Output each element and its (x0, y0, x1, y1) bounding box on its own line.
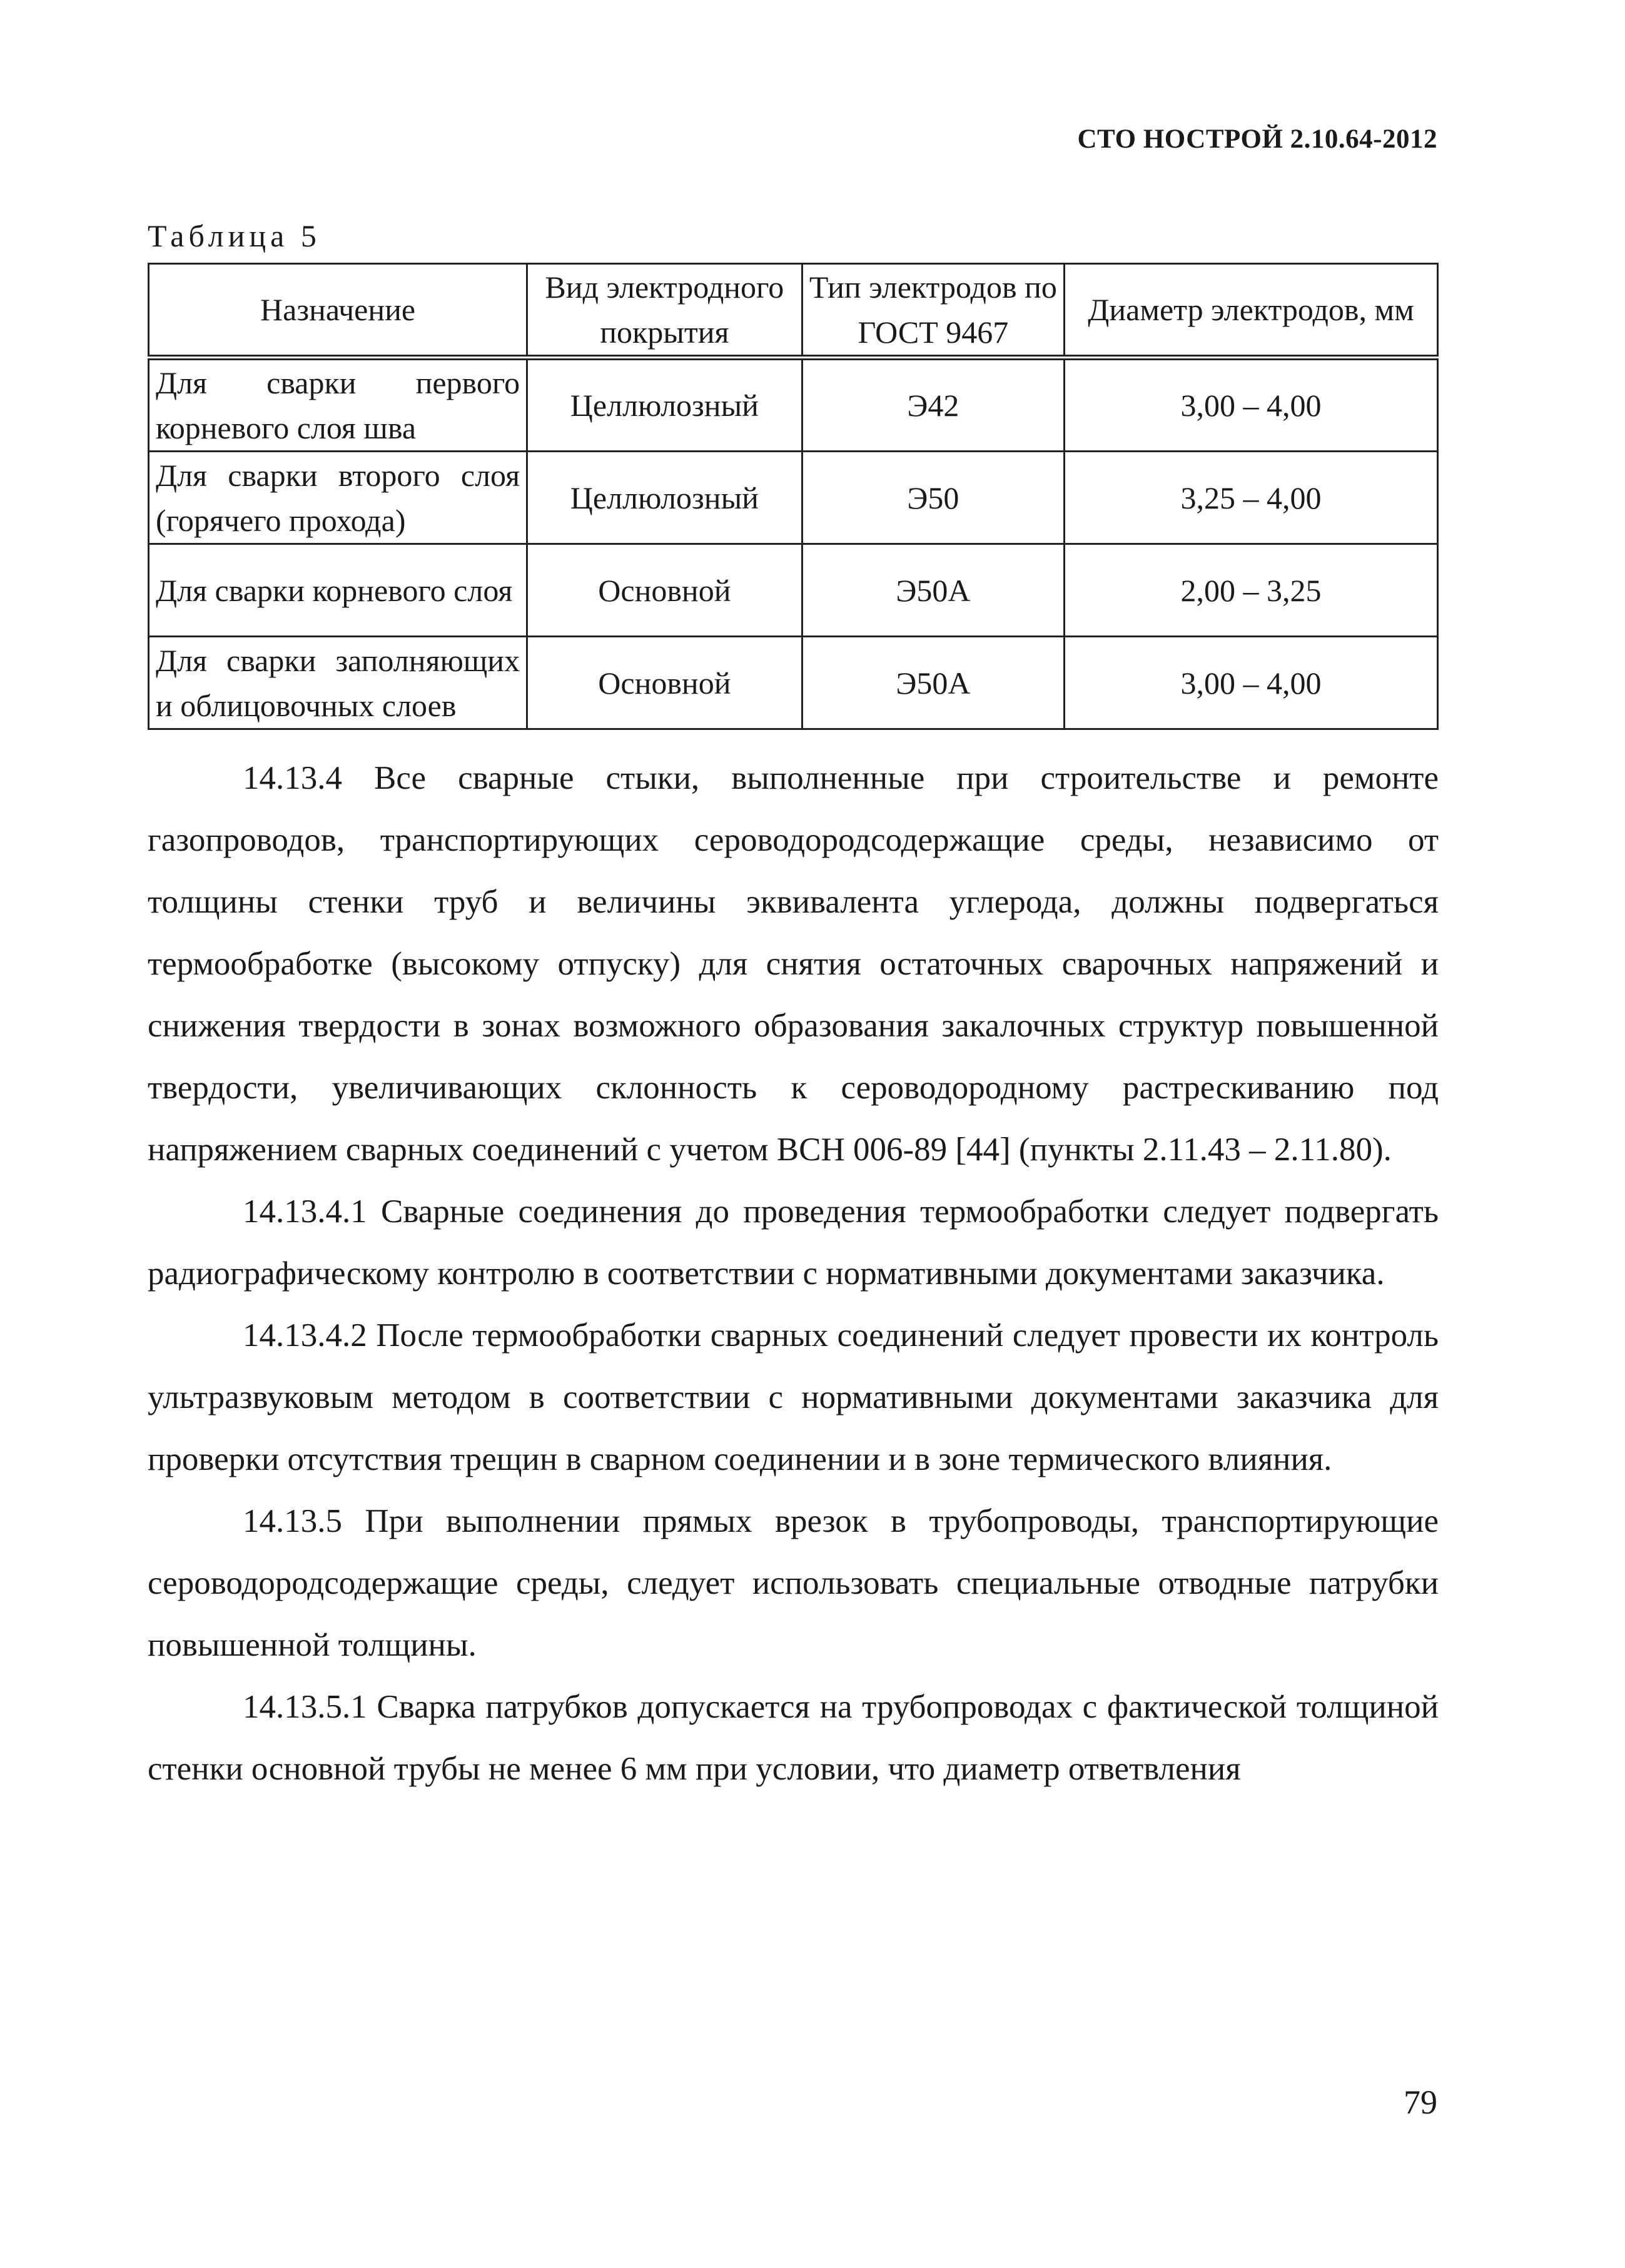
cell-electrode-type: Э50А (802, 544, 1064, 637)
cell-diameter: 3,00 – 4,00 (1065, 637, 1438, 729)
cell-electrode-type: Э50А (802, 637, 1064, 729)
cell-coating: Целлюлозный (527, 358, 802, 452)
header-coating-type: Вид электродного покрытия (527, 264, 802, 358)
cell-diameter: 3,25 – 4,00 (1065, 452, 1438, 544)
header-electrode-type: Тип электродов по ГОСТ 9467 (802, 264, 1064, 358)
body-text (148, 747, 1439, 1800)
table-row (149, 452, 1438, 544)
table-row (149, 544, 1438, 637)
cell-electrode-type: Э50 (802, 452, 1064, 544)
paragraph-14-13-5: 14.13.5 При выполнении прямых врезок в трубопроводы, транспортирующие сероводородсодержащие среды, следует использовать специальные отводные патрубки повышенной толщины. (148, 1503, 1439, 1663)
cell-purpose: Для сварки второго слоя (горячего прохода) (149, 452, 527, 544)
table-row (149, 637, 1438, 729)
cell-purpose: Для сварки корневого слоя (149, 544, 527, 637)
paragraph-14-13-4: 14.13.4 Все сварные стыки, выполненные при строительстве и ремонте газопроводов, транспортирующих сероводородсодержащие среды, независимо от толщины стенки труб и величины эквивалента углерода, должны подвергаться термообработке (высокому отпуску) для снятия остаточных сварочных напряжений и снижения твердости в зонах возможного образования закалочных структур повышенной твердости, увеличивающих склонность к сероводородному растрескиванию под напряжением сварных соединений с учетом ВСН 006-89 [44] (пункты 2.11.43 – 2.11.80). (148, 760, 1439, 1168)
table-row (149, 358, 1438, 452)
paragraph-14-13-4-2: 14.13.4.2 После термообработки сварных соединений следует провести их контроль ультразвуковым методом в соответствии с нормативными документами заказчика для проверки отсутствия трещин в сварном соединении и в зоне термического влияния. (148, 1317, 1439, 1477)
cell-coating: Основной (527, 637, 802, 729)
paragraph-14-13-4-1: 14.13.4.1 Сварные соединения до проведения термообработки следует подвергать радиографическому контролю в соответствии с нормативными документами заказчика. (148, 1193, 1439, 1292)
cell-diameter: 2,00 – 3,25 (1065, 544, 1438, 637)
cell-purpose: Для сварки заполняющих и облицовочных слоев (149, 637, 527, 729)
cell-diameter: 3,00 – 4,00 (1065, 358, 1438, 452)
cell-coating: Основной (527, 544, 802, 637)
electrode-table (148, 263, 1439, 730)
page-number: 79 (1404, 2083, 1437, 2121)
paragraph-14-13-5-1: 14.13.5.1 Сварка патрубков допускается на трубопроводах с фактической толщиной стенки основной трубы не менее 6 мм при условии, что диаметр ответвления (148, 1689, 1439, 1787)
table-header-row (149, 264, 1438, 358)
document-code: СТО НОСТРОЙ 2.10.64-2012 (1077, 124, 1437, 154)
cell-purpose: Для сварки первого корневого слоя шва (149, 358, 527, 452)
header-electrode-diameter: Диаметр электродов, мм (1065, 264, 1438, 358)
table-caption: Таблица 5 (148, 218, 321, 253)
cell-coating: Целлюлозный (527, 452, 802, 544)
header-purpose: Назначение (149, 264, 527, 358)
cell-electrode-type: Э42 (802, 358, 1064, 452)
